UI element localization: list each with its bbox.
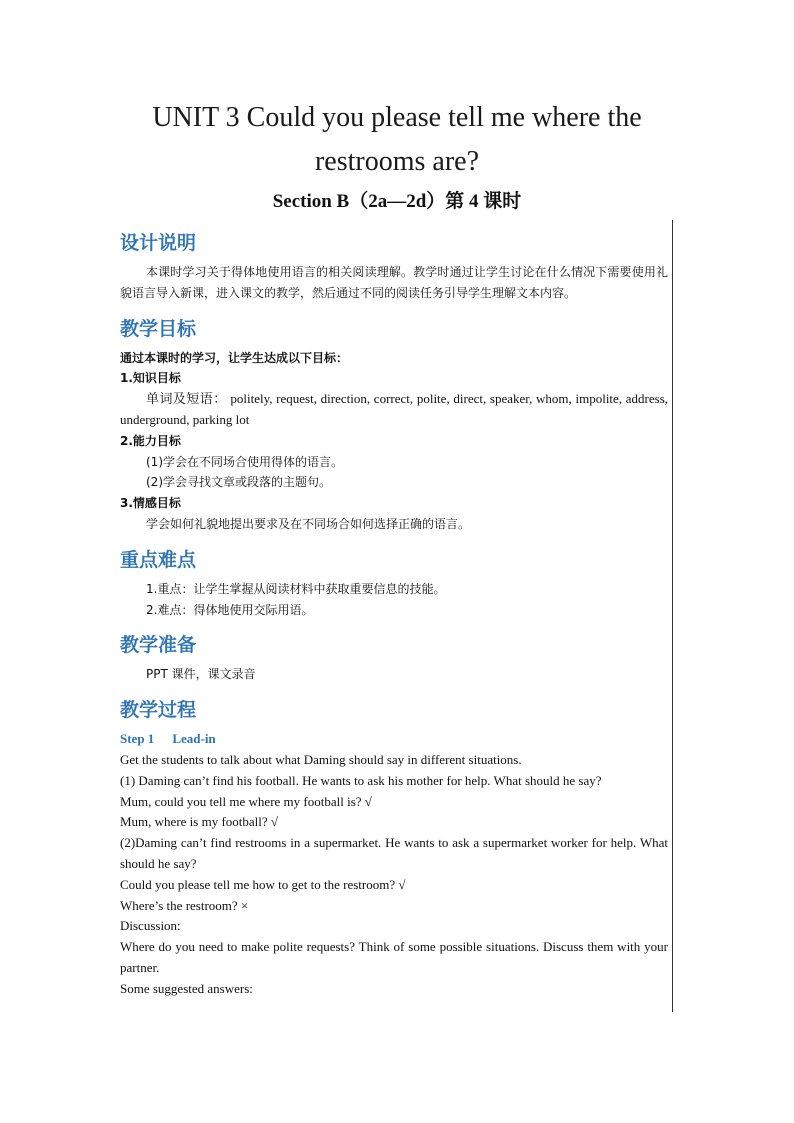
process-line: (1) Daming can’t find his football. He wants to ask his mother for help. What should he say? bbox=[120, 772, 602, 788]
process-line: Where do you need to make polite requests? Think of some possible situations. Discuss them with your partner. bbox=[120, 939, 668, 975]
process-line: Mum, could you tell me where my football is? √ bbox=[120, 793, 372, 809]
lesson-content bbox=[120, 226, 668, 1000]
prep-heading: 教学准备 bbox=[120, 634, 197, 657]
ability-goal-item-2: (2)学会寻找文章或段落的主题句。 bbox=[146, 475, 331, 490]
process-line: Where’s the restroom? × bbox=[120, 897, 249, 913]
prep-text: PPT 课件，课文录音 bbox=[146, 667, 256, 682]
process-line: (2)Daming can’t find restrooms in a supermarket. He wants to ask a supermarket worker for help. What should he say? bbox=[120, 835, 668, 871]
knowledge-goal-title: 1.知识目标 bbox=[120, 371, 181, 386]
design-heading: 设计说明 bbox=[120, 232, 197, 254]
design-text: 本课时学习关于得体地使用语言的相关阅读理解。教学时通过让学生讨论在什么情况下需要使用礼貌语言导入新课，进入课文的教学，然后通过不同的阅读任务引导学生理解文本内容。 bbox=[120, 265, 668, 300]
process-line: Some suggested answers: bbox=[120, 980, 253, 996]
process-line: Discussion: bbox=[120, 918, 181, 934]
emotion-goal-title: 3.情感目标 bbox=[120, 496, 181, 511]
keypoints-heading: 重点难点 bbox=[120, 548, 197, 571]
ability-goal-title: 2.能力目标 bbox=[120, 433, 181, 448]
goals-intro: 通过本课时的学习，让学生达成以下目标： bbox=[120, 350, 349, 365]
process-line: Could you please tell me how to get to the restroom? √ bbox=[120, 876, 406, 892]
process-heading: 教学过程 bbox=[120, 699, 197, 722]
step-1-title bbox=[120, 729, 668, 750]
section-title: Section B（2a—2d）第 4 课时 bbox=[272, 191, 522, 212]
keypoint-item-1: 1.重点：让学生掌握从阅读材料中获取重要信息的技能。 bbox=[146, 581, 446, 596]
knowledge-goal-text: 单词及短语： politely, request, direction, correct, polite, direct, speaker, whom, impolite, address, underground, parking lot bbox=[120, 391, 668, 427]
unit-title: UNIT 3 Could you please tell me where the restrooms are? bbox=[152, 102, 642, 177]
process-line: Mum, where is my football? √ bbox=[120, 814, 279, 830]
process-line: Get the students to talk about what Daming should say in different situations. bbox=[120, 751, 522, 767]
keypoint-item-2: 2.难点：得体地使用交际用语。 bbox=[146, 602, 314, 617]
goals-heading: 教学目标 bbox=[120, 317, 197, 340]
table-border-line bbox=[672, 220, 673, 1012]
step-name: Lead-in bbox=[172, 731, 216, 747]
emotion-goal-text: 学会如何礼貌地提出要求及在不同场合如何选择正确的语言。 bbox=[146, 516, 471, 531]
step-number: Step 1 bbox=[120, 731, 155, 747]
ability-goal-item-1: (1)学会在不同场合使用得体的语言。 bbox=[146, 454, 343, 469]
